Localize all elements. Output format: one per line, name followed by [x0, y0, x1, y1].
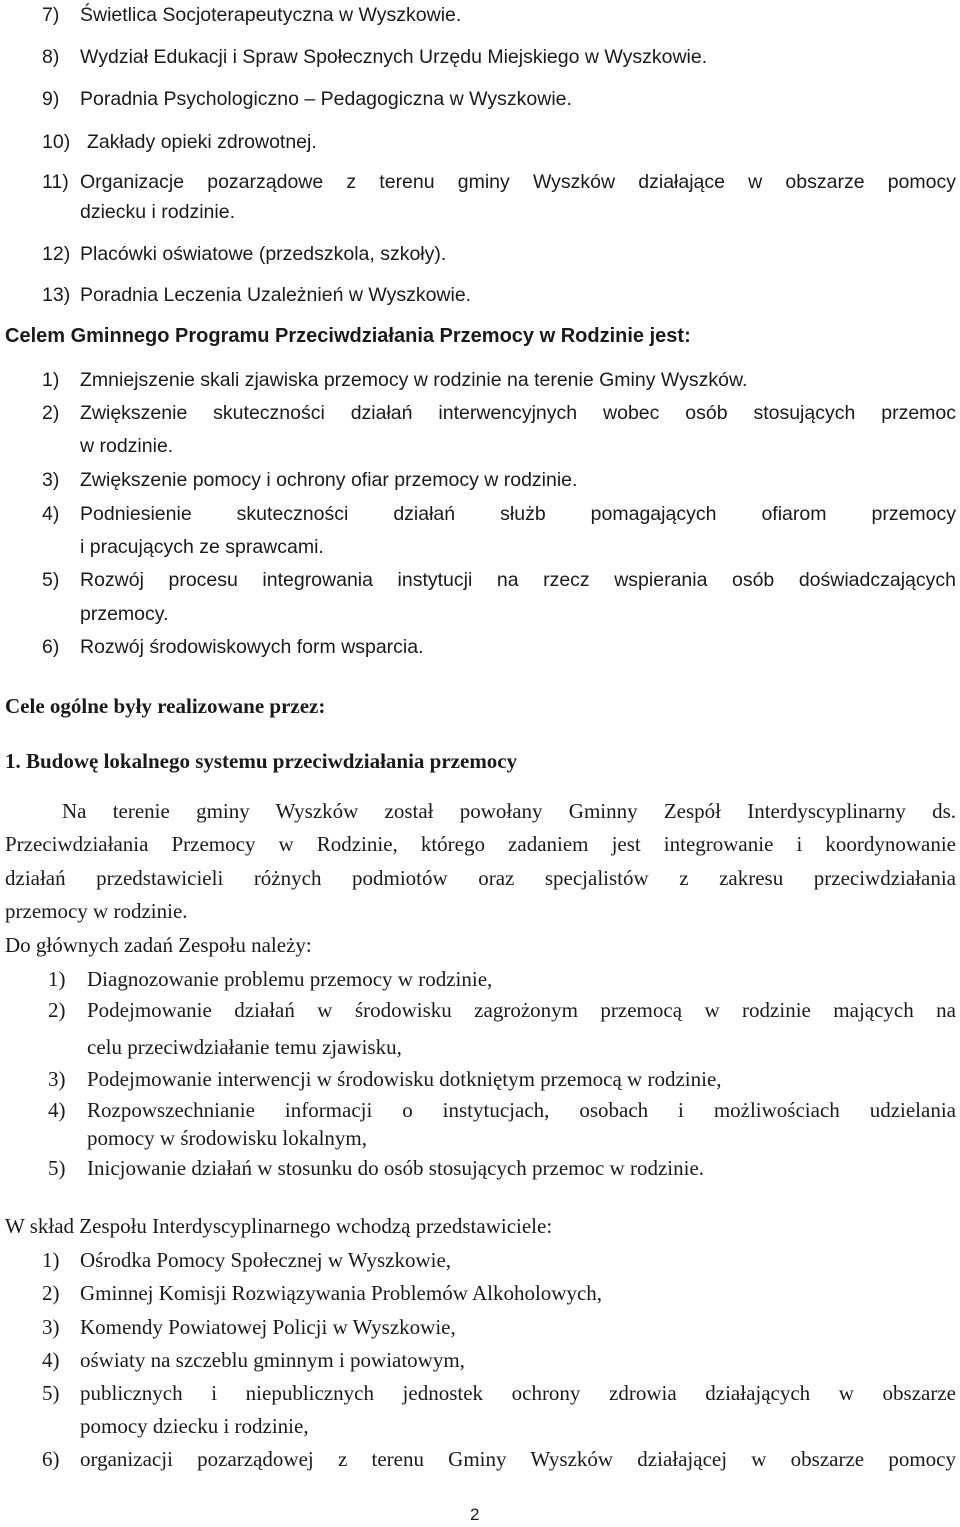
- list-number: 10): [42, 131, 71, 153]
- list-item: Gminnej Komisji Rozwiązywania Problemów Alkoholowych,: [80, 1281, 603, 1305]
- list-item: Rozpowszechnianie informacji o instytucjach, osobach i możliwościach udzielania: [87, 1098, 956, 1122]
- list-item-continuation: w rodzinie.: [80, 435, 174, 457]
- list-item: Rozwój środowiskowych form wsparcia.: [80, 636, 424, 658]
- list-number: 3): [42, 469, 60, 491]
- list-item-continuation: celu przeciwdziałanie temu zjawisku,: [87, 1035, 402, 1059]
- general-goals-heading: Cele ogólne były realizowane przez:: [5, 694, 326, 718]
- list-number: 1): [42, 1248, 60, 1272]
- list-item-continuation: pomocy w środowisku lokalnym,: [87, 1126, 367, 1150]
- list-item: Wydział Edukacji i Spraw Społecznych Urzędu Miejskiego w Wyszkowie.: [80, 46, 708, 68]
- list-item: Zmniejszenie skali zjawiska przemocy w rodzinie na terenie Gminy Wyszków.: [80, 369, 748, 391]
- list-number: 11): [42, 171, 69, 193]
- list-number: 9): [42, 88, 60, 110]
- tasks-heading: Do głównych zadań Zespołu należy:: [5, 933, 312, 957]
- list-number: 5): [42, 1381, 60, 1405]
- list-item: Rozwój procesu integrowania instytucji na rzecz wspierania osób doświadczających: [80, 569, 956, 591]
- paragraph-line: Przeciwdziałania Przemocy w Rodzinie, którego zadaniem jest integrowanie i koordynowanie: [5, 832, 956, 856]
- list-item: Podniesienie skuteczności działań służb pomagających ofiarom przemocy: [80, 503, 956, 525]
- list-item: Ośrodka Pomocy Społecznej w Wyszkowie,: [80, 1248, 452, 1272]
- list-item: publicznych i niepublicznych jednostek ochrony zdrowia działających w obszarze: [80, 1381, 956, 1405]
- list-number: 3): [48, 1067, 66, 1091]
- list-number: 6): [42, 636, 60, 658]
- list-number: 5): [48, 1156, 66, 1180]
- list-item: Świetlica Socjoterapeutyczna w Wyszkowie.: [80, 4, 462, 26]
- list-number: 4): [42, 503, 60, 525]
- list-item-continuation: przemocy.: [80, 603, 169, 625]
- list-number: 2): [42, 402, 60, 424]
- list-number: 3): [42, 1315, 60, 1339]
- list-number: 6): [42, 1447, 60, 1471]
- list-item: Poradnia Psychologiczno – Pedagogiczna w Wyszkowie.: [80, 88, 572, 110]
- list-number: 12): [42, 243, 71, 265]
- list-number: 5): [42, 569, 60, 591]
- list-item: Podejmowanie interwencji w środowisku dotkniętym przemocą w rodzinie,: [87, 1067, 722, 1091]
- list-number: 4): [42, 1348, 60, 1372]
- list-number: 13): [42, 284, 71, 306]
- list-number: 2): [42, 1281, 60, 1305]
- page-number: 2: [470, 1505, 480, 1524]
- list-item: Zwiększenie pomocy i ochrony ofiar przemocy w rodzinie.: [80, 469, 578, 491]
- members-heading: W skład Zespołu Interdyscyplinarnego wchodzą przedstawiciele:: [5, 1214, 553, 1238]
- goals-heading: Celem Gminnego Programu Przeciwdziałania Przemocy w Rodzinie jest:: [5, 325, 691, 347]
- list-item: Komendy Powiatowej Policji w Wyszkowie,: [80, 1315, 456, 1339]
- list-item: Placówki oświatowe (przedszkola, szkoły).: [80, 243, 447, 265]
- list-item: Organizacje pozarządowe z terenu gminy Wyszków działające w obszarze pomocy: [80, 171, 956, 193]
- paragraph-line: Na terenie gminy Wyszków został powołany Gminny Zespół Interdyscyplinarny ds.: [62, 799, 956, 823]
- list-number: 7): [42, 4, 60, 26]
- list-number: 8): [42, 46, 60, 68]
- paragraph-line: przemocy w rodzinie.: [5, 899, 188, 923]
- list-number: 4): [48, 1098, 66, 1122]
- list-item: Poradnia Leczenia Uzależnień w Wyszkowie.: [80, 284, 472, 306]
- list-number: 2): [48, 998, 66, 1022]
- list-item-continuation: i pracujących ze sprawcami.: [80, 536, 324, 558]
- list-item: Diagnozowanie problemu przemocy w rodzinie,: [87, 967, 493, 991]
- list-item: organizacji pozarządowej z terenu Gminy Wyszków działającej w obszarze pomocy: [80, 1447, 956, 1471]
- list-item: Inicjowanie działań w stosunku do osób stosujących przemoc w rodzinie.: [87, 1156, 705, 1180]
- list-item: Podejmowanie działań w środowisku zagrożonym przemocą w rodzinie mających na: [87, 998, 956, 1022]
- list-item: oświaty na szczeblu gminnym i powiatowym,: [80, 1348, 465, 1372]
- section-heading: 1. Budowę lokalnego systemu przeciwdziałania przemocy: [5, 749, 518, 773]
- list-item: Zwiększenie skuteczności działań interwencyjnych wobec osób stosujących przemoc: [80, 402, 956, 424]
- list-number: 1): [48, 967, 66, 991]
- list-item-continuation: pomocy dziecku i rodzinie,: [80, 1414, 309, 1438]
- list-item: Zakłady opieki zdrowotnej.: [87, 131, 317, 153]
- list-number: 1): [42, 369, 60, 391]
- paragraph-line: działań przedstawicieli różnych podmiotów oraz specjalistów z zakresu przeciwdziałania: [5, 866, 956, 890]
- list-item-continuation: dziecku i rodzinie.: [80, 201, 235, 223]
